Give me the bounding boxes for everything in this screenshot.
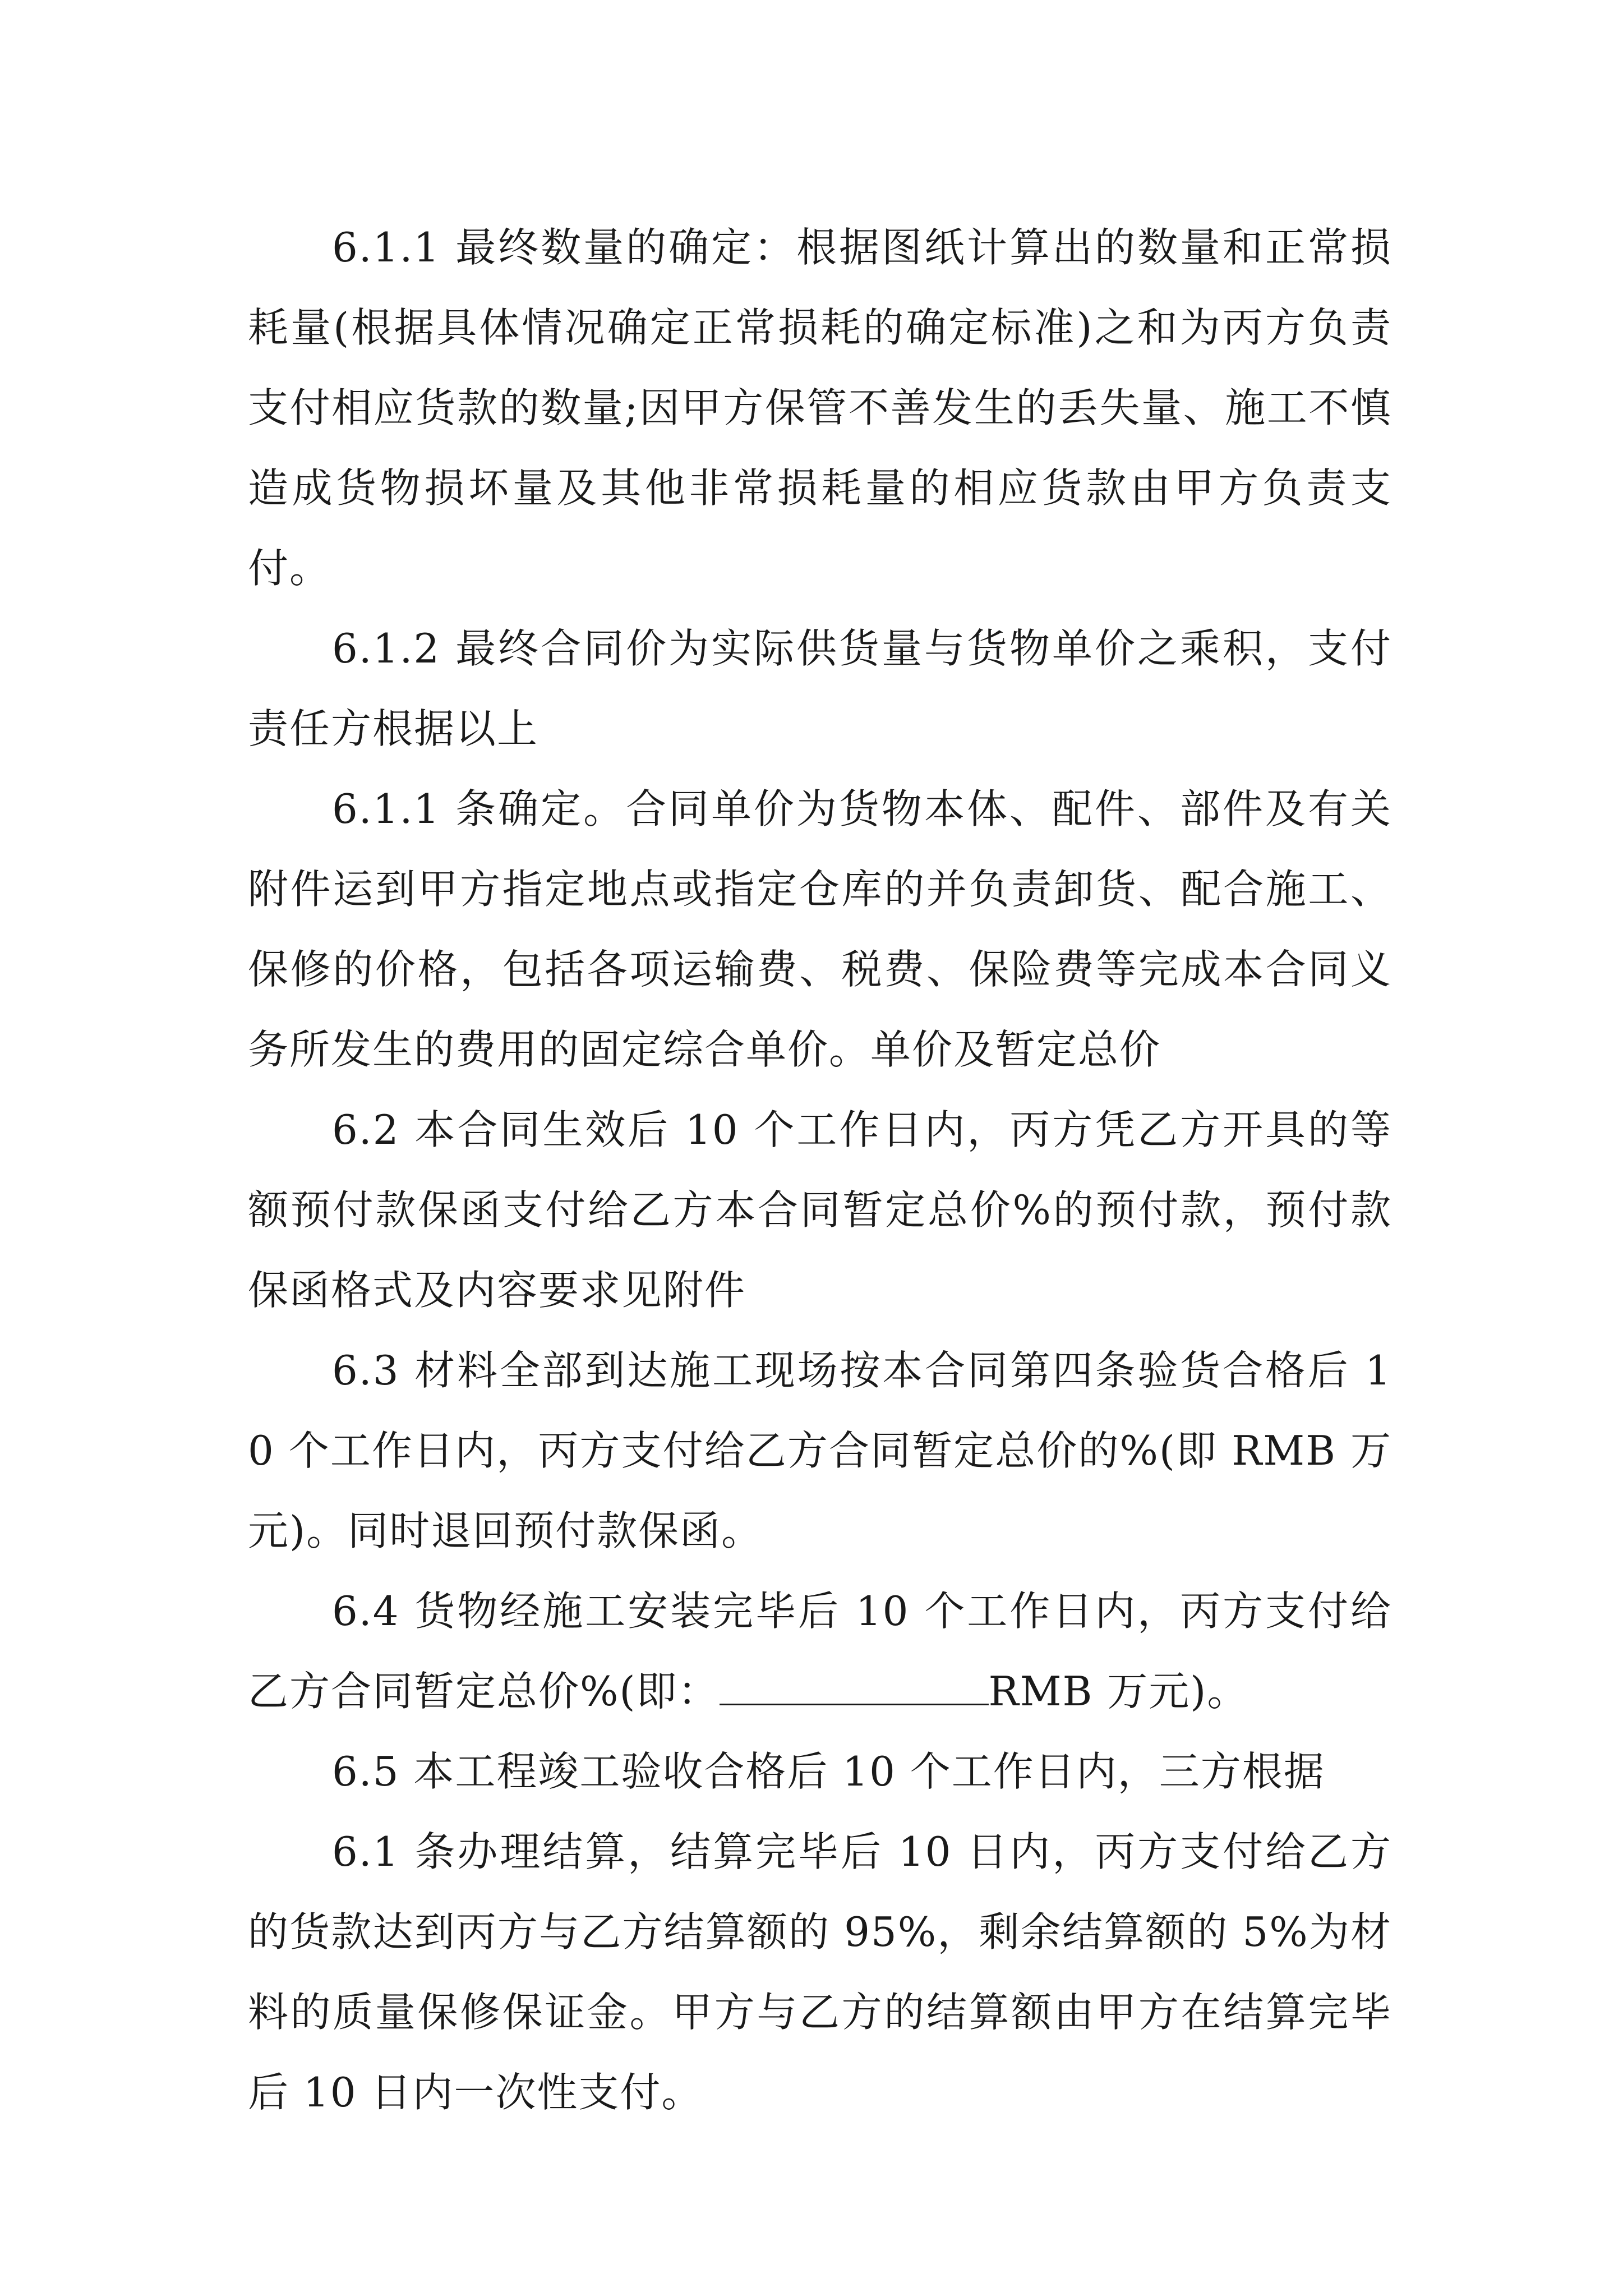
clause-6-3: 6.3 材料全部到达施工现场按本合同第四条验货合格后 10 个工作日内，丙方支付给乙方合同暂定总价的%(即 RMB 万元)。同时退回预付款保函。 — [248, 1347, 1392, 1554]
document-body — [248, 208, 1392, 2133]
clause-6-1-2: 6.1.2 最终合同价为实际供货量与货物单价之乘积，支付责任方根据以上 — [248, 625, 1392, 752]
clause-6-1-1-continued: 6.1.1 条确定。合同单价为货物本体、配件、部件及有关附件运到甲方指定地点或指定仓库的并负责卸货、配合施工、保修的价格，包括各项运输费、税费、保险费等完成本合同义务所发生的费用的固定综合单价。单价及暂定总价 — [248, 785, 1392, 1073]
clause-6-5: 6.5 本工程竣工验收合格后 10 个工作日内，三方根据 — [332, 1748, 1325, 1795]
clause-6-4-suffix: RMB 万元)。 — [988, 1668, 1249, 1715]
amount-blank — [720, 1670, 989, 1705]
clause-6-1-1: 6.1.1 最终数量的确定：根据图纸计算出的数量和正常损耗量(根据具体情况确定正常损耗的确定标准)之和为丙方负责支付相应货款的数量;因甲方保管不善发生的丢失量、施工不慎造成货物损坏量及其他非常损耗量的相应货款由甲方负责支付。 — [248, 224, 1392, 592]
clause-6-1-settlement: 6.1 条办理结算，结算完毕后 10 日内，丙方支付给乙方的货款达到丙方与乙方结算额的 95%，剩余结算额的 5%为材料的质量保修保证金。甲方与乙方的结算额由甲方在结算完毕后 10 日内一次性支付。 — [248, 1828, 1392, 2116]
clause-6-4-text: 6.4 货物经施工安装完毕后 10 个工作日内，丙方支付给乙方合同暂定总价%(即： — [248, 1588, 1392, 1715]
clause-6-4 — [248, 1571, 1392, 1732]
clause-6-2: 6.2 本合同生效后 10 个工作日内，丙方凭乙方开具的等额预付款保函支付给乙方本合同暂定总价%的预付款，预付款保函格式及内容要求见附件 — [248, 1106, 1392, 1314]
